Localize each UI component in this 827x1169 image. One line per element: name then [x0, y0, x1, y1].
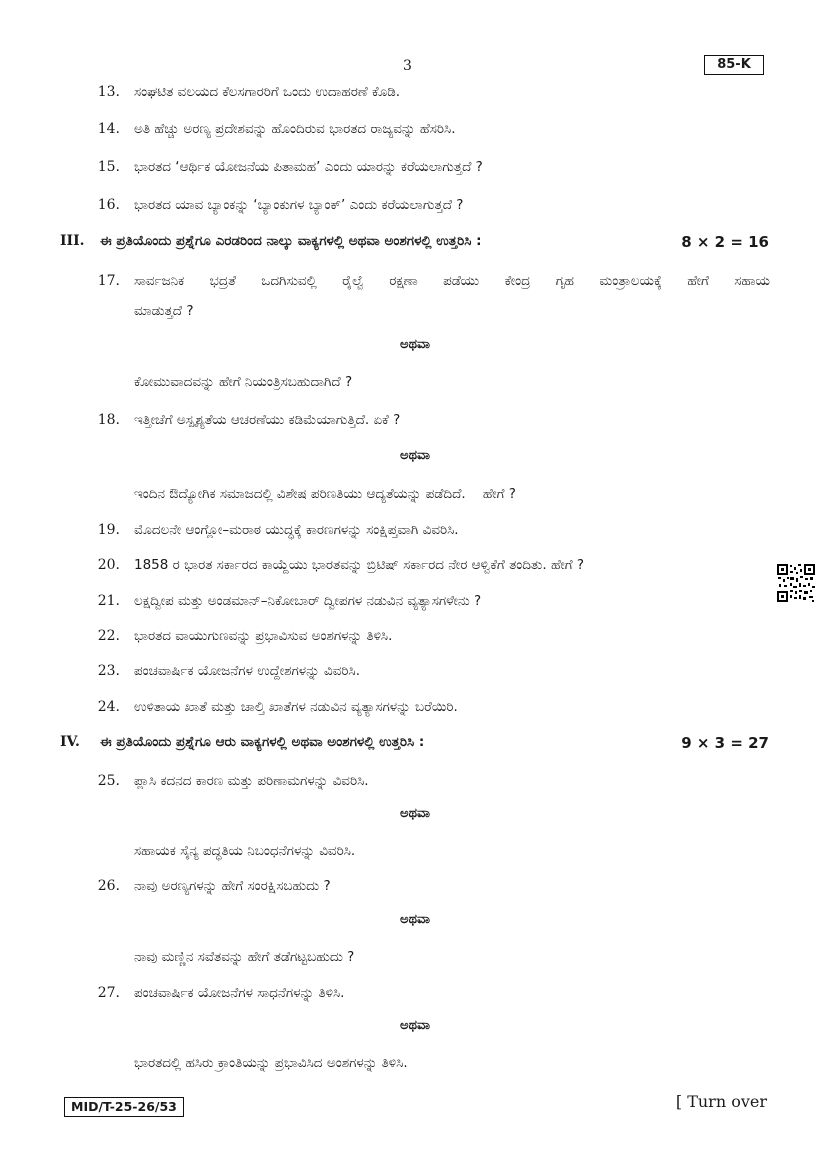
question-number: 17. — [97, 273, 120, 289]
question-25-alternative: ಸಹಾಯಕ ಸೈನ್ಯ ಪದ್ಧತಿಯ ನಿಬಂಧನೆಗಳನ್ನು ವಿವರಿಸಿ. — [134, 843, 356, 859]
question-26-alternative: ನಾವು ಮಣ್ಣಿನ ಸವೆತವನ್ನು ಹೇಗೆ ತಡೆಗಟ್ಟಬಹುದು ? — [134, 949, 355, 965]
footer-code-badge: MID/T-25-26/53 — [64, 1097, 184, 1117]
section-instruction: ಈ ಪ್ರತಿಯೊಂದು ಪ್ರಶ್ನೆಗೂ ಎರಡರಿಂದ ನಾಲ್ಕು ವಾಕ್ಯಗಳಲ್ಲಿ ಅಥವಾ ಅಂಶಗಳಲ್ಲಿ ಉತ್ತರಿಸಿ : — [100, 233, 482, 249]
question-17-line1: ಸಾರ್ವಜನಿಕ ಭದ್ರತೆ ಒದಗಿಸುವಲ್ಲಿ ರೈಲ್ವೆ ರಕ್ಷಣಾ ಪಡೆಯು ಕೇಂದ್ರ ಗೃಹ ಮಂತ್ರಾಲಯಕ್ಕೆ ಹೇಗೆ ಸಹಾಯ — [134, 273, 770, 289]
question-18-alternative: ಇಂದಿನ ಔದ್ಯೋಗಿಕ ಸಮಾಜದಲ್ಲಿ ವಿಶೇಷ ಪರಿಣತಿಯು ಆದ್ಯತೆಯನ್ನು ಪಡೆದಿದೆ. ಹೇಗೆ ? — [134, 486, 516, 502]
question-text: ಪಂಚವಾರ್ಷಿಕ ಯೋಜನೆಗಳ ಸಾಧನೆಗಳನ್ನು ತಿಳಿಸಿ. — [134, 985, 345, 1001]
question-number: 24. — [97, 699, 120, 715]
or-label: ಅಥವಾ — [400, 912, 430, 927]
or-label: ಅಥವಾ — [400, 806, 430, 821]
question-number: 14. — [97, 121, 120, 137]
section-number: IV. — [60, 734, 80, 750]
section-marks: 9 × 3 = 27 — [681, 734, 769, 752]
question-number: 25. — [97, 773, 120, 789]
question-number: 21. — [97, 593, 120, 609]
question-27-alternative: ಭಾರತದಲ್ಲಿ ಹಸಿರು ಕ್ರಾಂತಿಯನ್ನು ಪ್ರಭಾವಿಸಿದ ಅಂಶಗಳನ್ನು ತಿಳಿಸಿ. — [134, 1055, 408, 1071]
question-text: ನಾವು ಅರಣ್ಯಗಳನ್ನು ಹೇಗೆ ಸಂರಕ್ಷಿಸಬಹುದು ? — [134, 878, 331, 894]
question-number: 20. — [97, 557, 120, 573]
question-number: 16. — [97, 197, 120, 213]
question-text: ಅತಿ ಹೆಚ್ಚು ಅರಣ್ಯ ಪ್ರದೇಶವನ್ನು ಹೊಂದಿರುವ ಭಾರತದ ರಾಜ್ಯವನ್ನು ಹೆಸರಿಸಿ. — [134, 121, 456, 137]
section-number: III. — [60, 233, 85, 249]
question-number: 22. — [97, 628, 120, 644]
or-label: ಅಥವಾ — [400, 448, 430, 463]
question-number: 26. — [97, 878, 120, 894]
question-number: 27. — [97, 985, 120, 1001]
question-text: ಸಂಘಟಿತ ವಲಯದ ಕೆಲಸಗಾರರಿಗೆ ಒಂದು ಉದಾಹರಣೆ ಕೊಡಿ. — [134, 84, 400, 100]
question-text: ಪ್ಲಾಸಿ ಕದನದ ಕಾರಣ ಮತ್ತು ಪರಿಣಾಮಗಳನ್ನು ವಿವರಿಸಿ. — [134, 773, 369, 789]
question-number: 23. — [97, 663, 120, 679]
section-marks: 8 × 2 = 16 — [681, 233, 769, 251]
section-instruction: ಈ ಪ್ರತಿಯೊಂದು ಪ್ರಶ್ನೆಗೂ ಆರು ವಾಕ್ಯಗಳಲ್ಲಿ ಅಥವಾ ಅಂಶಗಳಲ್ಲಿ ಉತ್ತರಿಸಿ : — [100, 734, 425, 750]
question-text: ಪಂಚವಾರ್ಷಿಕ ಯೋಜನೆಗಳ ಉದ್ದೇಶಗಳನ್ನು ವಿವರಿಸಿ. — [134, 663, 360, 679]
question-number: 18. — [97, 412, 120, 428]
question-text: ಉಳಿತಾಯ ಖಾತೆ ಮತ್ತು ಚಾಲ್ತಿ ಖಾತೆಗಳ ನಡುವಿನ ವ್ಯತ್ಯಾಸಗಳನ್ನು ಬರೆಯಿರಿ. — [134, 699, 458, 715]
question-text: 1858 ರ ಭಾರತ ಸರ್ಕಾರದ ಕಾಯ್ದೆಯು ಭಾರತವನ್ನು ಬ್ರಿಟಿಷ್ ಸರ್ಕಾರದ ನೇರ ಆಳ್ವಿಕೆಗೆ ತಂದಿತು. ಹೇಗೆ ? — [134, 557, 585, 573]
question-number: 13. — [97, 84, 120, 100]
question-number: 15. — [97, 159, 120, 175]
question-text: ಲಕ್ಷದ್ವೀಪ ಮತ್ತು ಅಂಡಮಾನ್–ನಿಕೋಬಾರ್ ದ್ವೀಪಗಳ ನಡುವಿನ ವ್ಯತ್ಯಾಸಗಳೇನು ? — [134, 593, 482, 609]
or-label: ಅಥವಾ — [400, 337, 430, 352]
qr-code-icon — [776, 563, 816, 603]
question-number: 19. — [97, 522, 120, 538]
question-text: ಇತ್ತೀಚೆಗೆ ಅಸ್ಪೃಶ್ಯತೆಯ ಆಚರಣೆಯು ಕಡಿಮೆಯಾಗುತ್ತಿದೆ. ಏಕೆ ? — [134, 412, 401, 428]
or-label: ಅಥವಾ — [400, 1018, 430, 1033]
question-17-line2: ಮಾಡುತ್ತದೆ ? — [134, 303, 194, 319]
turn-over-label: [ Turn over — [675, 1092, 767, 1111]
paper-code-badge: 85-K — [704, 55, 764, 75]
question-text: ಭಾರತದ ಯಾವ ಬ್ಯಾಂಕನ್ನು ‘ಬ್ಯಾಂಕುಗಳ ಬ್ಯಾಂಕ್’ ಎಂದು ಕರೆಯಲಾಗುತ್ತದೆ ? — [134, 197, 464, 213]
question-text: ಭಾರತದ ‘ಆರ್ಥಿಕ ಯೋಜನೆಯ ಪಿತಾಮಹ’ ಎಂದು ಯಾರನ್ನು ಕರೆಯಲಾಗುತ್ತದೆ ? — [134, 159, 483, 175]
page-number: 3 — [403, 58, 412, 74]
question-text: ಭಾರತದ ವಾಯುಗುಣವನ್ನು ಪ್ರಭಾವಿಸುವ ಅಂಶಗಳನ್ನು ತಿಳಿಸಿ. — [134, 628, 393, 644]
question-17-alternative: ಕೋಮುವಾದವನ್ನು ಹೇಗೆ ನಿಯಂತ್ರಿಸಬಹುದಾಗಿದೆ ? — [134, 374, 353, 390]
question-text: ಮೊದಲನೇ ಆಂಗ್ಲೋ–ಮರಾಠ ಯುದ್ಧಕ್ಕೆ ಕಾರಣಗಳನ್ನು ಸಂಕ್ಷಿಪ್ತವಾಗಿ ವಿವರಿಸಿ. — [134, 522, 459, 538]
